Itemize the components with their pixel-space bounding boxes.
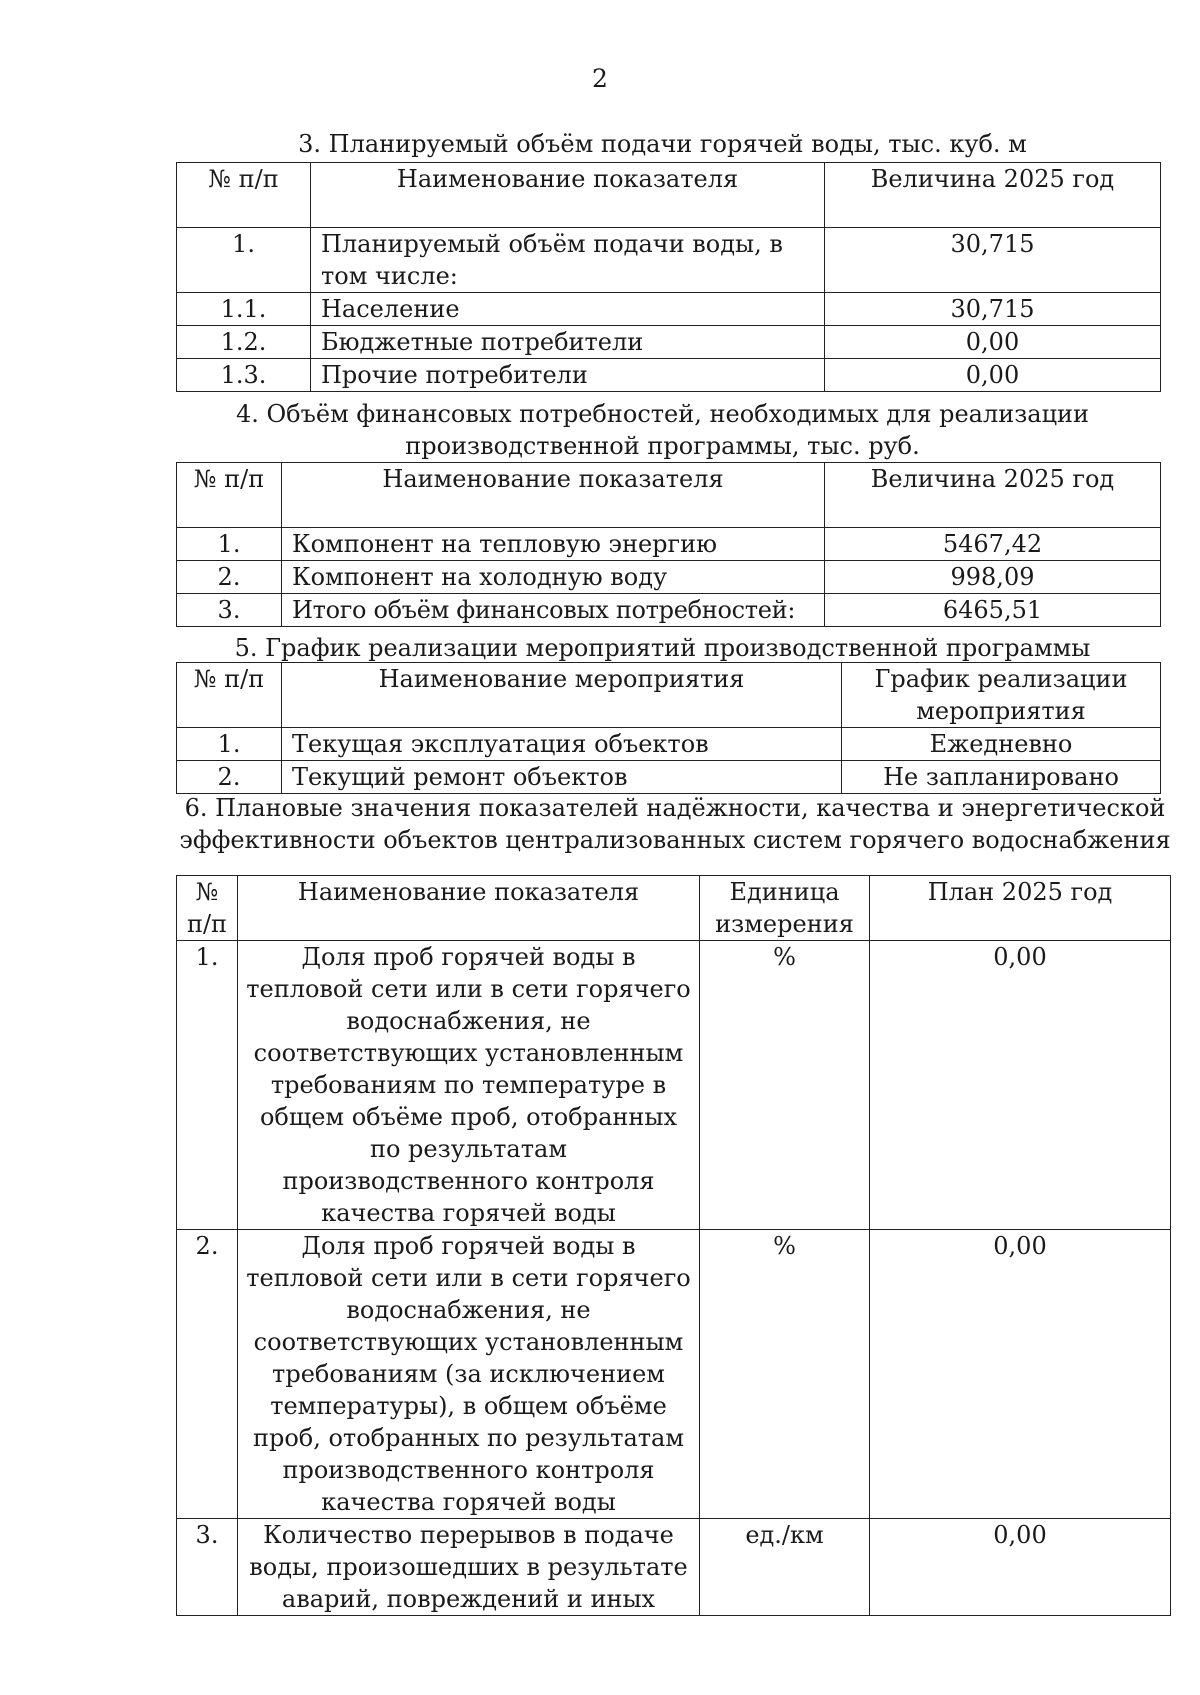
row-value: 6465,51 <box>825 594 1161 627</box>
header-schedule: График реализации мероприятия <box>842 663 1161 728</box>
row-value: 30,715 <box>825 293 1161 326</box>
header-num: № п/п <box>177 663 282 728</box>
table-row <box>177 326 1161 359</box>
row-schedule: Не запланировано <box>842 761 1161 794</box>
table-row <box>177 761 1161 794</box>
table-header-row <box>177 876 1171 941</box>
table-header-row <box>177 163 1161 228</box>
section-5-table <box>176 662 1161 794</box>
section-5-title: 5. График реализации мероприятий производственной программы <box>234 634 1091 662</box>
table-row <box>177 728 1161 761</box>
table-row <box>177 293 1161 326</box>
row-num: 1.1. <box>177 293 311 326</box>
table-row <box>177 528 1161 561</box>
section-6-table <box>176 875 1171 1616</box>
row-num: 1.3. <box>177 359 311 392</box>
header-plan: План 2025 год <box>870 876 1171 941</box>
row-value: 998,09 <box>825 561 1161 594</box>
row-schedule: Ежедневно <box>842 728 1161 761</box>
row-value: 30,715 <box>825 228 1161 293</box>
section-6-title: 6. Плановые значения показателей надёжности, качества и энергетической эффективности объектов централизованных систем горячего водоснабжения <box>179 794 1171 854</box>
header-name: Наименование мероприятия <box>282 663 842 728</box>
row-num: 1. <box>177 528 282 561</box>
row-unit: % <box>700 1230 870 1519</box>
row-plan: 0,00 <box>870 1519 1171 1616</box>
header-value: Величина 2025 год <box>825 463 1161 528</box>
row-name: Текущая эксплуатация объектов <box>282 728 842 761</box>
row-num: 1. <box>177 728 282 761</box>
row-name: Количество перерывов в подаче воды, произошедших в результате аварий, повреждений и иных <box>238 1519 700 1616</box>
row-name: Население <box>311 293 825 326</box>
row-num: 2. <box>177 761 282 794</box>
header-name: Наименование показателя <box>282 463 825 528</box>
header-num: № п/п <box>177 463 282 528</box>
table-row <box>177 594 1161 627</box>
row-value: 0,00 <box>825 326 1161 359</box>
row-name: Прочие потребители <box>311 359 825 392</box>
table-row <box>177 941 1171 1230</box>
table-row <box>177 359 1161 392</box>
header-unit: Единица измерения <box>700 876 870 941</box>
table-row <box>177 561 1161 594</box>
header-num: № п/п <box>177 163 311 228</box>
header-value: Величина 2025 год <box>825 163 1161 228</box>
row-num: 3. <box>177 594 282 627</box>
row-num: 2. <box>177 561 282 594</box>
table-row <box>177 1230 1171 1519</box>
row-unit: ед./км <box>700 1519 870 1616</box>
header-name: Наименование показателя <box>311 163 825 228</box>
row-name: Доля проб горячей воды в тепловой сети или в сети горячего водоснабжения, не соответствующих установленным требованиям по температуре в общем объёме проб, отобранных по результатам производственного контроля качества горячей воды <box>238 941 700 1230</box>
row-name: Планируемый объём подачи воды, в том числе: <box>311 228 825 293</box>
row-num: 3. <box>177 1519 238 1616</box>
section-4-table <box>176 462 1161 627</box>
row-num: 2. <box>177 1230 238 1519</box>
section-4-title: 4. Объём финансовых потребностей, необходимых для реализации производственной программы, тыс. руб. <box>235 400 1090 460</box>
table-header-row <box>177 663 1161 728</box>
section-3-title: 3. Планируемый объём подачи горячей воды, тыс. куб. м <box>298 130 1027 158</box>
row-num: 1.2. <box>177 326 311 359</box>
table-header-row <box>177 463 1161 528</box>
row-value: 0,00 <box>825 359 1161 392</box>
page-number: 2 <box>592 64 608 93</box>
row-name: Итого объём финансовых потребностей: <box>282 594 825 627</box>
row-num: 1. <box>177 941 238 1230</box>
row-name: Компонент на тепловую энергию <box>282 528 825 561</box>
row-name: Компонент на холодную воду <box>282 561 825 594</box>
row-name: Бюджетные потребители <box>311 326 825 359</box>
row-num: 1. <box>177 228 311 293</box>
row-name: Текущий ремонт объектов <box>282 761 842 794</box>
row-plan: 0,00 <box>870 1230 1171 1519</box>
row-value: 5467,42 <box>825 528 1161 561</box>
row-plan: 0,00 <box>870 941 1171 1230</box>
header-num: № п/п <box>177 876 238 941</box>
section-3-table <box>176 162 1161 392</box>
row-unit: % <box>700 941 870 1230</box>
table-row <box>177 228 1161 293</box>
header-name: Наименование показателя <box>238 876 700 941</box>
row-name: Доля проб горячей воды в тепловой сети или в сети горячего водоснабжения, не соответствующих установленным требованиям (за исключением температуры), в общем объёме проб, отобранных по результатам производственного контроля качества горячей воды <box>238 1230 700 1519</box>
table-row <box>177 1519 1171 1616</box>
